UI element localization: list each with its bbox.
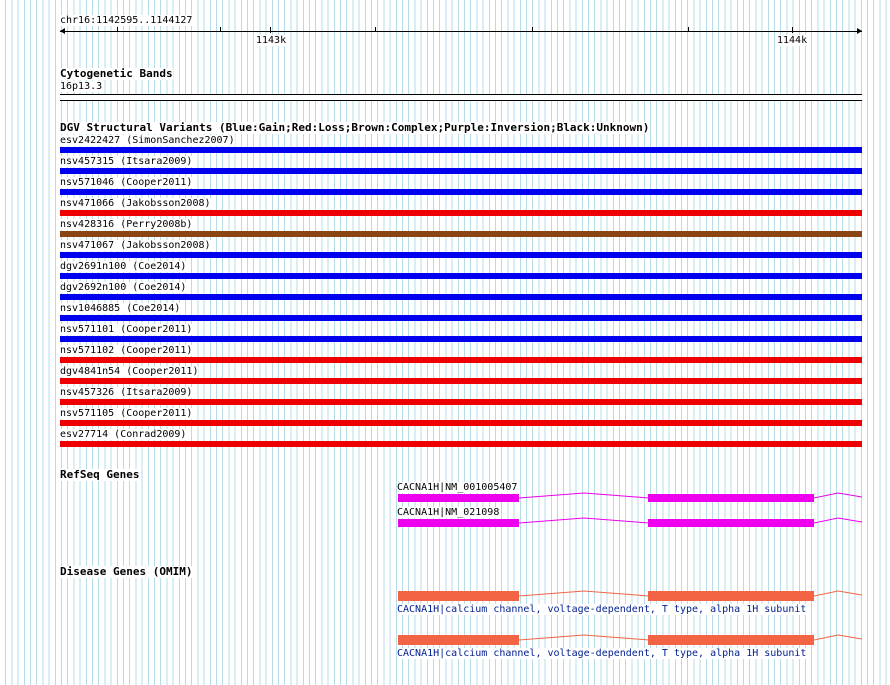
dgv-variant-bar[interactable]	[60, 231, 862, 237]
dgv-variant-bar[interactable]	[60, 210, 862, 216]
ruler-position-label: chr16:1142595..1144127	[60, 15, 193, 26]
refseq-intron	[519, 490, 649, 502]
dgv-variant-bar[interactable]	[60, 441, 862, 447]
cytoband-outline[interactable]	[60, 94, 862, 101]
dgv-variant-bar[interactable]	[60, 273, 862, 279]
dgv-variant-label[interactable]: nsv428316 (Perry2008b)	[60, 219, 193, 230]
refseq-exon[interactable]	[648, 519, 814, 527]
omim-intron	[519, 632, 649, 644]
ruler-major-tick	[792, 27, 793, 33]
refseq-exon[interactable]	[648, 494, 814, 502]
ruler-right-arrow	[857, 28, 862, 34]
omim-feature-label[interactable]: CACNA1H|calcium channel, voltage-dependent, T type, alpha 1H subunit	[397, 648, 807, 659]
refseq-exon[interactable]	[398, 494, 519, 502]
refseq-transcript-label[interactable]: CACNA1H|NM_021098	[397, 507, 500, 518]
dgv-variant-bar[interactable]	[60, 420, 862, 426]
refseq-track-title[interactable]: RefSeq Genes	[60, 468, 140, 481]
dgv-variant-label[interactable]: dgv2691n100 (Coe2014)	[60, 261, 187, 272]
refseq-intron	[519, 515, 649, 527]
omim-exon[interactable]	[648, 591, 814, 601]
ruler-minor-tick	[532, 27, 533, 31]
ruler-minor-tick	[117, 27, 118, 31]
ruler-minor-tick	[375, 27, 376, 31]
dgv-variant-label[interactable]: esv27714 (Conrad2009)	[60, 429, 187, 440]
dgv-variant-label[interactable]: nsv457315 (Itsara2009)	[60, 156, 193, 167]
ruler-minor-tick	[220, 27, 221, 31]
ruler-left-arrow	[60, 28, 65, 34]
dgv-variant-label[interactable]: esv2422427 (SimonSanchez2007)	[60, 135, 235, 146]
dgv-variant-bar[interactable]	[60, 357, 862, 363]
dgv-track-title[interactable]: DGV Structural Variants (Blue:Gain;Red:Loss;Brown:Complex;Purple:Inversion;Black:Unknown)	[60, 121, 650, 134]
dgv-variant-bar[interactable]	[60, 168, 862, 174]
ruler-major-tick	[270, 27, 271, 33]
refseq-intron	[814, 515, 862, 527]
dgv-variant-label[interactable]: nsv471067 (Jakobsson2008)	[60, 240, 211, 251]
omim-intron	[814, 632, 862, 644]
omim-intron	[814, 588, 862, 600]
ruler-minor-tick	[688, 27, 689, 31]
cytoband-label: 16p13.3	[60, 81, 103, 92]
dgv-variant-bar[interactable]	[60, 252, 862, 258]
dgv-variant-label[interactable]: nsv471066 (Jakobsson2008)	[60, 198, 211, 209]
dgv-variant-bar[interactable]	[60, 399, 862, 405]
dgv-variant-label[interactable]: nsv571101 (Cooper2011)	[60, 324, 193, 335]
cytobands-track-title[interactable]: Cytogenetic Bands	[60, 67, 173, 80]
refseq-exon[interactable]	[398, 519, 519, 527]
dgv-variant-label[interactable]: nsv571046 (Cooper2011)	[60, 177, 193, 188]
dgv-variant-label[interactable]: dgv4841n54 (Cooper2011)	[60, 366, 199, 377]
dgv-variant-bar[interactable]	[60, 315, 862, 321]
dgv-variant-bar[interactable]	[60, 189, 862, 195]
ruler-tick-label: 1144k	[777, 35, 808, 46]
dgv-variant-bar[interactable]	[60, 378, 862, 384]
omim-track-title[interactable]: Disease Genes (OMIM)	[60, 565, 193, 578]
omim-feature-label[interactable]: CACNA1H|calcium channel, voltage-dependent, T type, alpha 1H subunit	[397, 604, 807, 615]
refseq-intron	[814, 490, 862, 502]
ruler-tick-label: 1143k	[256, 35, 287, 46]
omim-exon[interactable]	[398, 635, 519, 645]
omim-intron	[519, 588, 649, 600]
dgv-variant-label[interactable]: nsv571105 (Cooper2011)	[60, 408, 193, 419]
dgv-variant-bar[interactable]	[60, 336, 862, 342]
ruler-axis-line	[60, 31, 862, 32]
omim-exon[interactable]	[648, 635, 814, 645]
omim-exon[interactable]	[398, 591, 519, 601]
dgv-variant-label[interactable]: nsv457326 (Itsara2009)	[60, 387, 193, 398]
dgv-variant-label[interactable]: nsv571102 (Cooper2011)	[60, 345, 193, 356]
refseq-transcript-label[interactable]: CACNA1H|NM_001005407	[397, 482, 518, 493]
dgv-variant-bar[interactable]	[60, 147, 862, 153]
dgv-variant-label[interactable]: dgv2692n100 (Coe2014)	[60, 282, 187, 293]
dgv-variant-label[interactable]: nsv1046885 (Coe2014)	[60, 303, 181, 314]
dgv-variant-bar[interactable]	[60, 294, 862, 300]
